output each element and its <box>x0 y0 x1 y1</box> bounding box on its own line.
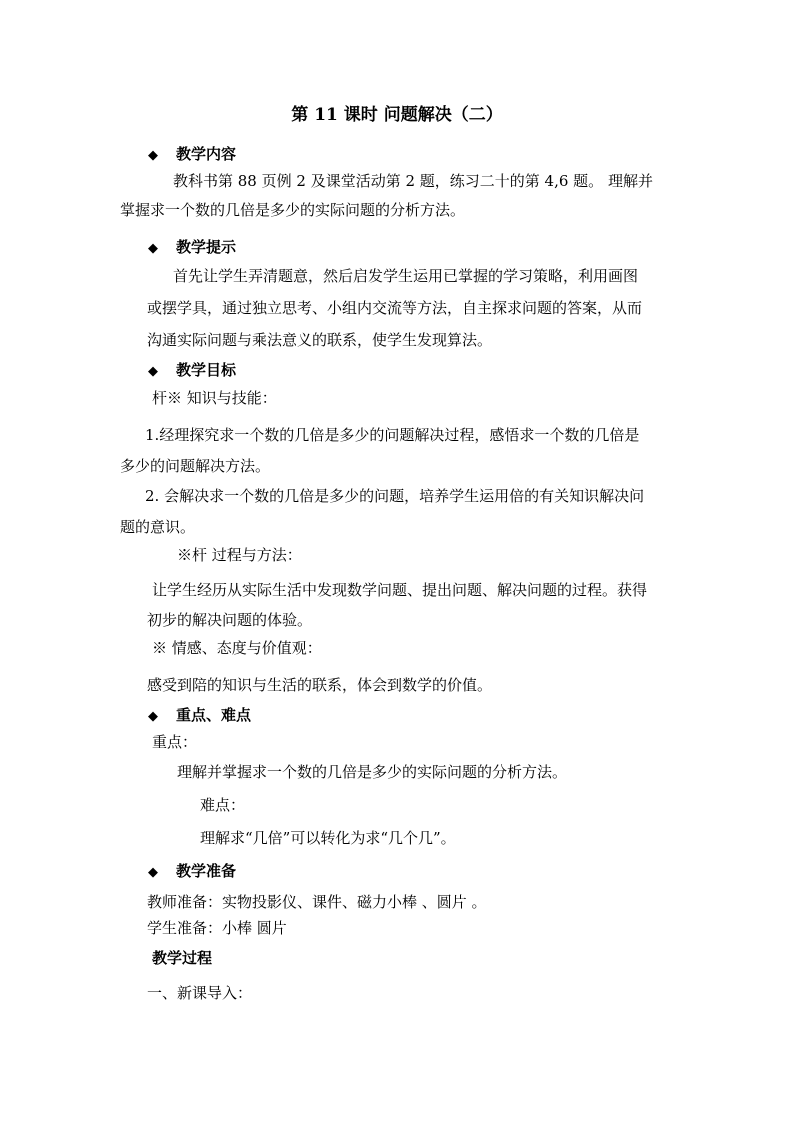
subheading-knowledge: 杆※ 知识与技能： <box>152 389 277 407</box>
diamond-bullet-icon: ◆ <box>148 364 158 379</box>
diamond-bullet-icon: ◆ <box>148 241 158 256</box>
diamond-bullet-icon: ◆ <box>148 865 158 880</box>
paragraph-line: 教科书第 88 页例 2 及课堂活动第 2 题，练习二十的第 4,6 题。 理解并 <box>173 172 653 190</box>
paragraph-line: 让学生经历从实际生活中发现数学问题、提出问题、解决问题的过程。获得 <box>152 581 648 599</box>
paragraph-line: 2. 会解决求一个数的几倍是多少的问题，培养学生运用倍的有关知识解决问 <box>145 487 645 505</box>
paragraph-line: 或摆学具，通过独立思考、小组内交流等方法，自主探求问题的答案，从而 <box>147 299 643 317</box>
section-heading-content: ◆ 教学内容 <box>148 144 236 166</box>
section-heading-keypoints: ◆ 重点、难点 <box>148 705 251 727</box>
section-heading-hints: ◆ 教学提示 <box>148 237 236 259</box>
paragraph-line: 多少的问题解决方法。 <box>120 457 271 475</box>
difficulty-label: 难点： <box>200 796 246 814</box>
paragraph-line: 教师准备：实物投影仪、课件、磁力小棒 、圆片 。 <box>147 893 487 911</box>
section-heading-process: 教学过程 <box>152 949 213 967</box>
section-heading-goals: ◆ 教学目标 <box>148 360 236 382</box>
paragraph-line: 理解并掌握求一个数的几倍是多少的实际问题的分析方法。 <box>177 763 568 781</box>
paragraph-line: 掌握求一个数的几倍是多少的实际问题的分析方法。 <box>120 201 466 219</box>
key-label: 重点： <box>152 733 198 751</box>
paragraph-line: 沟通实际问题与乘法意义的联系，使学生发现算法。 <box>147 331 493 349</box>
page-title: 第 11 课时 问题解决（二） <box>291 105 503 125</box>
subheading-process: ※杆 过程与方法： <box>177 546 302 564</box>
paragraph-line: 初步的解决问题的体验。 <box>147 611 313 629</box>
diamond-bullet-icon: ◆ <box>148 709 158 724</box>
step-heading: 一、新课导入： <box>147 984 253 1002</box>
paragraph-line: 感受到陪的知识与生活的联系，体会到数学的价值。 <box>147 676 493 694</box>
paragraph-line: 1.经理探究求一个数的几倍是多少的问题解决过程，感悟求一个数的几倍是 <box>145 426 640 444</box>
paragraph-line: 理解求“几倍”可以转化为求“几个几”。 <box>200 829 456 847</box>
paragraph-line: 学生准备：小棒 圆片 <box>147 919 287 937</box>
diamond-bullet-icon: ◆ <box>148 148 158 163</box>
section-heading-prep: ◆ 教学准备 <box>148 861 236 883</box>
paragraph-line: 题的意识。 <box>120 518 196 536</box>
paragraph-line: 首先让学生弄清题意，然后启发学生运用已掌握的学习策略，利用画图 <box>173 267 639 285</box>
subheading-attitude: ※ 情感、态度与价值观： <box>152 639 322 657</box>
